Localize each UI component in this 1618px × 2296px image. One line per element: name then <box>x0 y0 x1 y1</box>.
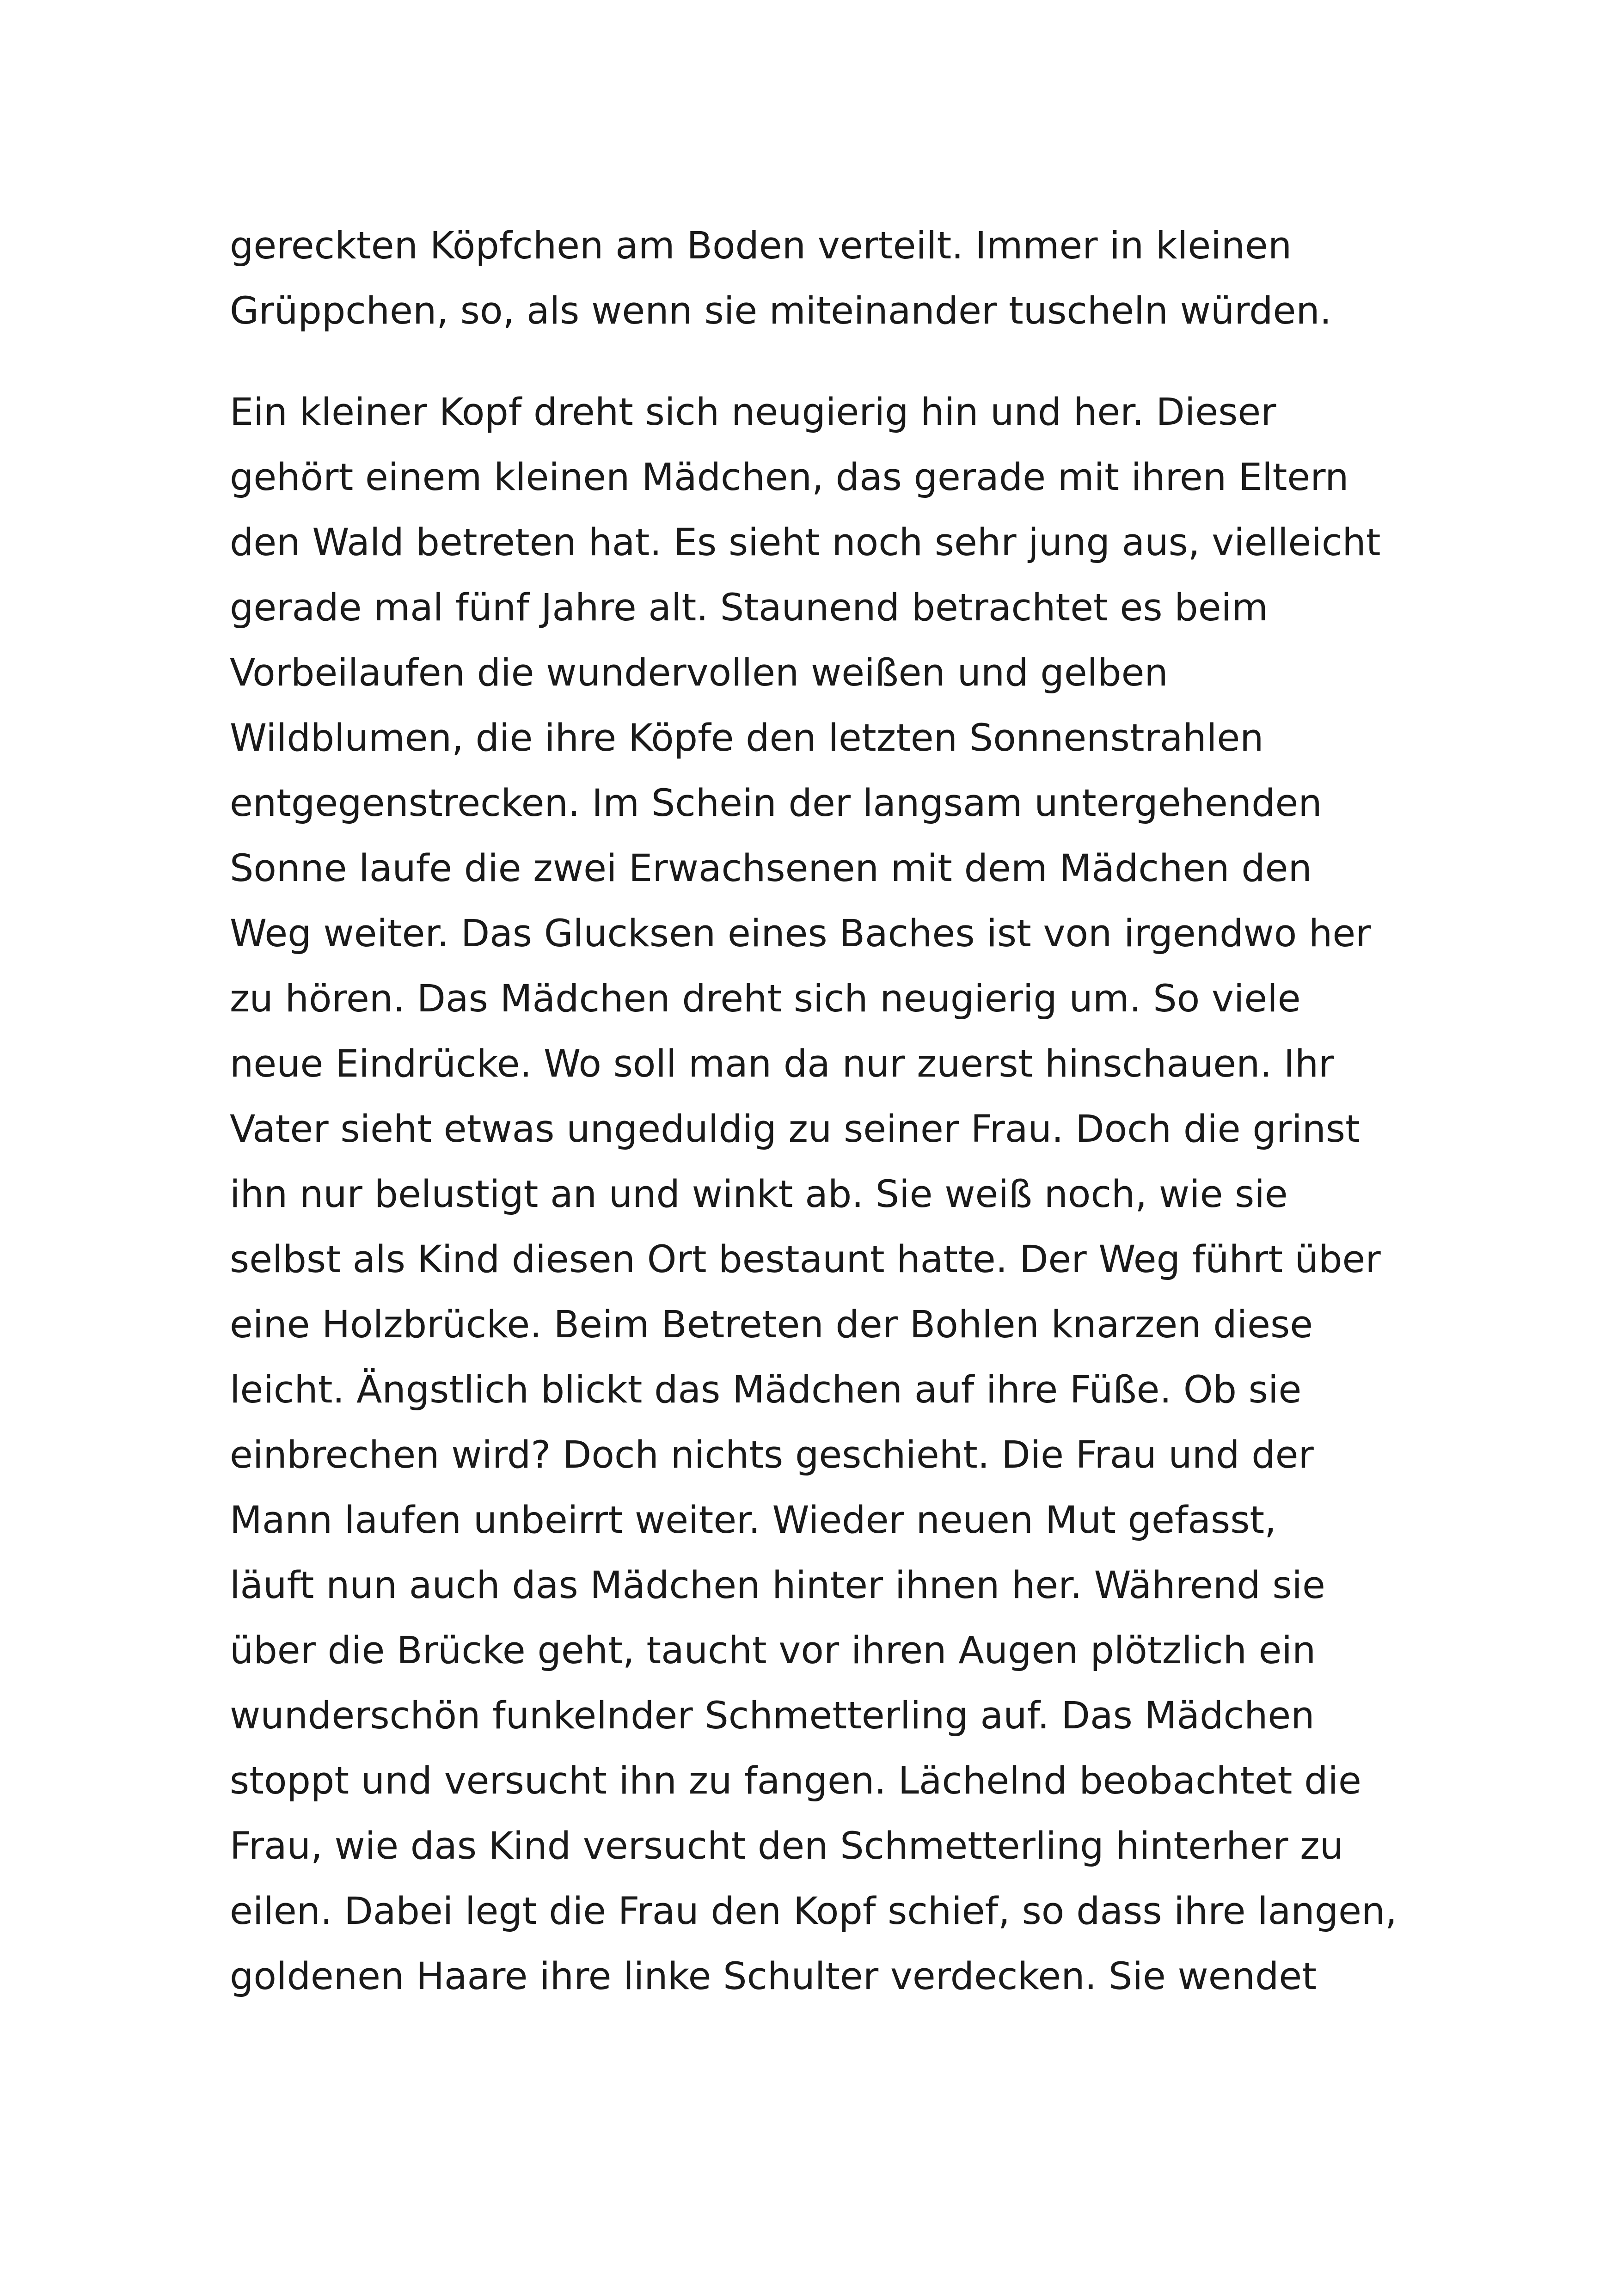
text-line: entgegenstrecken. Im Schein der langsam untergehenden <box>230 782 1322 825</box>
text-line: goldenen Haare ihre linke Schulter verdecken. Sie wendet <box>230 1955 1317 1998</box>
text-line: eine Holzbrücke. Beim Betreten der Bohlen knarzen diese <box>230 1303 1313 1347</box>
text-line: den Wald betreten hat. Es sieht noch sehr jung aus, vielleicht <box>230 521 1381 564</box>
text-line: Vorbeilaufen die wundervollen weißen und gelben <box>230 651 1168 695</box>
text-line: Ein kleiner Kopf dreht sich neugierig hin und her. Dieser <box>230 391 1276 434</box>
text-line: gerade mal fünf Jahre alt. Staunend betrachtet es beim <box>230 586 1268 630</box>
text-line: Wildblumen, die ihre Köpfe den letzten Sonnenstrahlen <box>230 716 1264 760</box>
text-line: eilen. Dabei legt die Frau den Kopf schief, so dass ihre langen, <box>230 1890 1397 1933</box>
text-line: Weg weiter. Das Glucksen eines Baches ist von irgendwo her <box>230 912 1371 955</box>
text-line: selbst als Kind diesen Ort bestaunt hatte. Der Weg führt über <box>230 1238 1381 1281</box>
text-line: läuft nun auch das Mädchen hinter ihnen her. Während sie <box>230 1564 1325 1607</box>
text-line: leicht. Ängstlich blickt das Mädchen auf ihre Füße. Ob sie <box>230 1368 1302 1412</box>
text-line: gehört einem kleinen Mädchen, das gerade mit ihren Eltern <box>230 456 1349 499</box>
text-line: Grüppchen, so, als wenn sie miteinander tuscheln würden. <box>230 289 1332 333</box>
text-line: Sonne laufe die zwei Erwachsenen mit dem Mädchen den <box>230 847 1312 890</box>
text-line: einbrechen wird? Doch nichts geschieht. Die Frau und der <box>230 1433 1314 1477</box>
text-line: neue Eindrücke. Wo soll man da nur zuerst hinschauen. Ihr <box>230 1042 1334 1086</box>
text-line: Vater sieht etwas ungeduldig zu seiner Frau. Doch die grinst <box>230 1108 1360 1151</box>
text-line: Mann laufen unbeirrt weiter. Wieder neuen Mut gefasst, <box>230 1499 1276 1542</box>
paragraph-2 <box>230 380 1432 2009</box>
text-line: gereckten Köpfchen am Boden verteilt. Immer in kleinen <box>230 224 1292 268</box>
text-line: Frau, wie das Kind versucht den Schmetterling hinterher zu <box>230 1825 1344 1868</box>
text-line: über die Brücke geht, taucht vor ihren Augen plötzlich ein <box>230 1629 1316 1672</box>
paragraph-1 <box>230 214 1432 344</box>
text-line: stoppt und versucht ihn zu fangen. Lächelnd beobachtet die <box>230 1759 1361 1803</box>
text-line: ihn nur belustigt an und winkt ab. Sie weiß noch, wie sie <box>230 1173 1288 1216</box>
body-text <box>230 214 1432 2009</box>
paragraph-spacer <box>230 344 1432 380</box>
text-line: zu hören. Das Mädchen dreht sich neugierig um. So viele <box>230 977 1301 1021</box>
text-line: wunderschön funkelnder Schmetterling auf. Das Mädchen <box>230 1694 1315 1738</box>
